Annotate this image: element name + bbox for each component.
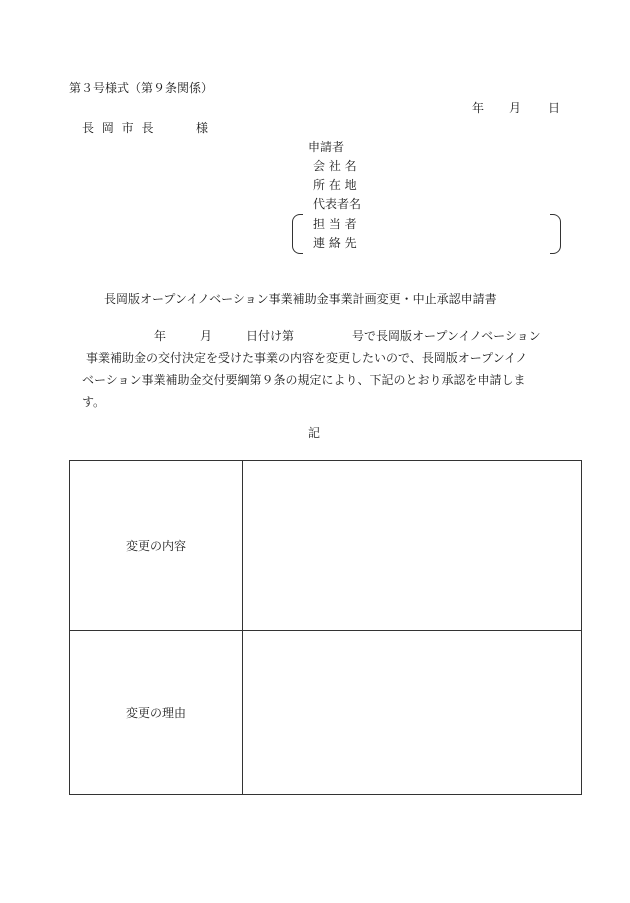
- form-number: 第３号様式（第９条関係）: [69, 81, 214, 95]
- table-row: [70, 461, 582, 631]
- body-dated-label: 日付け第: [246, 329, 295, 343]
- date-month-label: 月: [509, 101, 522, 115]
- company-name-label: 会 社 名: [313, 159, 357, 173]
- contact-bracket-left: [292, 214, 303, 254]
- addressee: 長 岡 市 長: [82, 121, 156, 135]
- body-line-3: ベーション事業補助金交付要綱第９条の規定により、下記のとおり承認を申請しま: [82, 373, 526, 387]
- body-year-label: 年: [154, 329, 167, 343]
- applicant-heading: 申請者: [308, 140, 345, 154]
- table-row: [70, 631, 582, 795]
- representative-label: 代表者名: [313, 197, 362, 211]
- contact-info-label: 連 絡 先: [313, 236, 357, 250]
- body-line1-rest: 号で長岡版オープンイノベーション: [352, 329, 541, 343]
- change-reason-field[interactable]: [243, 631, 582, 795]
- contact-person-label: 担 当 者: [313, 217, 357, 231]
- body-month-label: 月: [200, 329, 213, 343]
- change-content-label: 変更の内容: [70, 461, 243, 631]
- address-label: 所 在 地: [313, 178, 357, 192]
- change-reason-label: 変更の理由: [70, 631, 243, 795]
- body-paragraph: [82, 325, 564, 413]
- honorific: 様: [196, 121, 209, 135]
- document-title: 長岡版オープンイノベーション事業補助金事業計画変更・中止承認申請書: [104, 292, 497, 306]
- change-details-table: [69, 460, 582, 795]
- contact-bracket-right: [550, 214, 561, 254]
- body-line-1: [86, 325, 564, 347]
- date-year-label: 年: [472, 101, 485, 115]
- body-line-4: す。: [82, 395, 106, 409]
- body-line-2: 事業補助金の交付決定を受けた事業の内容を変更したいので、長岡版オープンイノ: [86, 351, 528, 365]
- date-day-label: 日: [548, 101, 561, 115]
- note-heading: 記: [308, 426, 321, 440]
- change-content-field[interactable]: [243, 461, 582, 631]
